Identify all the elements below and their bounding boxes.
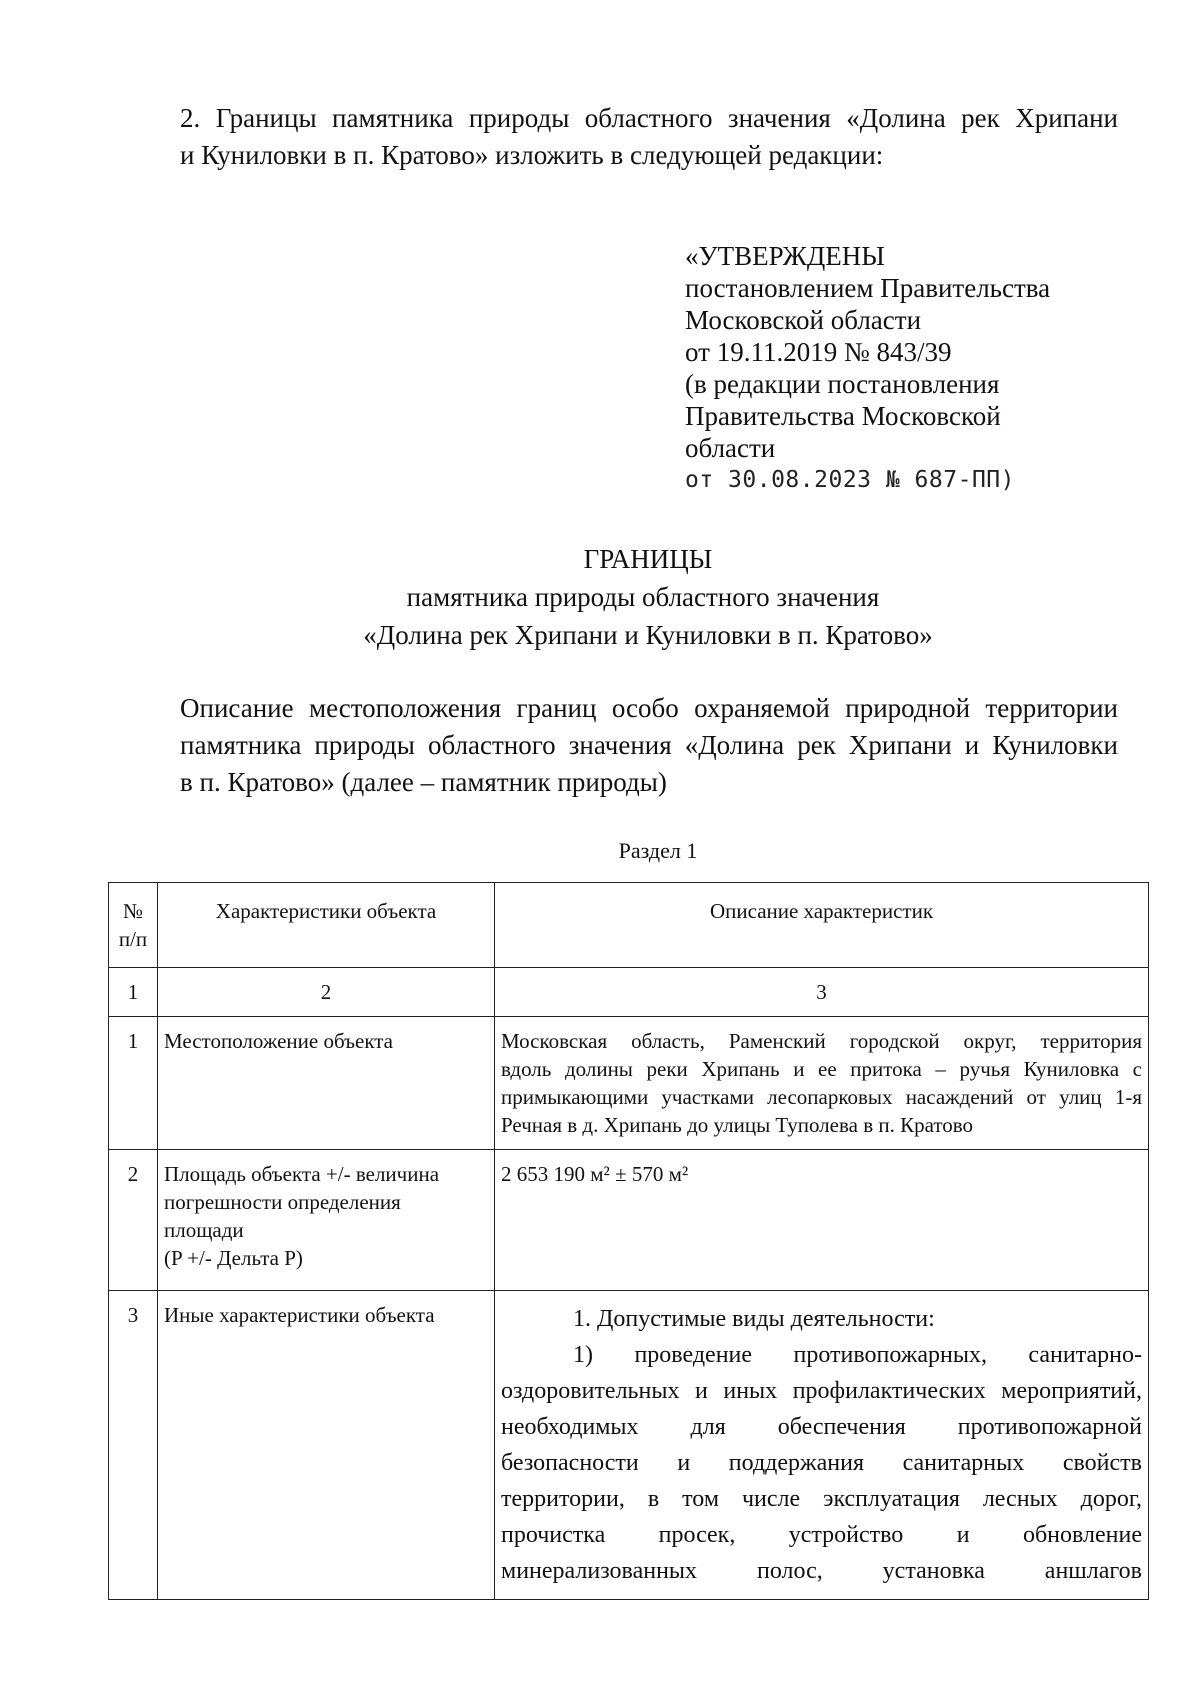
intro-paragraph xyxy=(108,100,1118,174)
row-characteristic: Местоположение объекта xyxy=(158,1017,495,1150)
description-text-line: примыкающими участками лесопарковых насаждений от улиц 1-я xyxy=(501,1085,1142,1109)
row-description xyxy=(495,1017,1149,1150)
approval-line: Правительства Московской xyxy=(685,401,1001,431)
header-description: Описание характеристик xyxy=(495,883,1149,968)
description-line-3: в п. Кратово» (далее – памятник природы) xyxy=(180,767,667,797)
row-number: 1 xyxy=(109,1017,158,1150)
description-heading: 1. Допустимые виды деятельности: xyxy=(573,1306,935,1332)
approval-line: Московской области xyxy=(685,305,922,335)
description-text-line: Московская область, Раменский городской округ, территория xyxy=(501,1029,1142,1053)
approval-block xyxy=(685,240,1125,496)
row-area-value: 2 653 190 м² ± 570 м² xyxy=(495,1150,1149,1291)
index-cell: 1 xyxy=(109,968,158,1017)
row-number: 3 xyxy=(109,1291,158,1600)
table-index-row xyxy=(109,968,1149,1017)
table-row xyxy=(109,1150,1149,1291)
approval-stamp-line: от 30.08.2023 № 687-ПП) xyxy=(685,467,1015,493)
description-line-1: Описание местоположения границ особо охраняемой природной территории xyxy=(180,693,1118,723)
intro-line-1: 2. Границы памятника природы областного значения «Долина рек Хрипани xyxy=(180,103,1118,133)
approval-line: (в редакции постановления xyxy=(685,369,1000,399)
characteristic-line: Площадь объекта +/- величина xyxy=(164,1162,440,1186)
approval-line: «УТВЕРЖДЕНЫ xyxy=(685,241,885,271)
row-characteristic xyxy=(158,1150,495,1291)
description-text-line: минерализованных полос, установка аншлагов xyxy=(501,1558,1142,1584)
approval-line: постановлением Правительства xyxy=(685,273,1051,303)
row-characteristic: Иные характеристики объекта xyxy=(158,1291,495,1600)
description-text-line: оздоровительных и иных профилактических мероприятий, xyxy=(501,1378,1142,1404)
header-characteristic: Характеристики объекта xyxy=(158,883,495,968)
row-description xyxy=(495,1291,1149,1600)
description-text-line: вдоль долины реки Хрипань и ее притока – ручья Куниловка с xyxy=(501,1057,1142,1081)
characteristic-line: (P +/- Дельта P) xyxy=(164,1246,303,1270)
table-header-row xyxy=(109,883,1149,968)
header-num: № п/п xyxy=(109,883,158,968)
characteristic-line: погрешности определения xyxy=(164,1190,401,1214)
intro-line-2: и Куниловки в п. Кратово» изложить в следующей редакции: xyxy=(180,140,884,170)
title-line-3: «Долина рек Хрипани и Куниловки в п. Кратово» xyxy=(363,620,933,650)
table-row xyxy=(109,1291,1149,1600)
approval-line: от 19.11.2019 № 843/39 xyxy=(685,337,952,367)
table-row xyxy=(109,1017,1149,1150)
title-heading: ГРАНИЦЫ xyxy=(583,544,713,574)
title-line-2: памятника природы областного значения xyxy=(406,582,880,612)
row-number: 2 xyxy=(109,1150,158,1291)
characteristics-table xyxy=(108,882,1149,1600)
description-text-line: 1) проведение противопожарных, санитарно- xyxy=(573,1342,1142,1368)
description-text-line: Речная в д. Хрипань до улицы Туполева в п. Кратово xyxy=(501,1113,974,1137)
characteristic-line: площади xyxy=(164,1218,244,1242)
index-cell: 3 xyxy=(495,968,1149,1017)
index-cell: 2 xyxy=(158,968,495,1017)
description-text-line: безопасности и поддержания санитарных свойств xyxy=(501,1450,1142,1476)
document-title xyxy=(108,540,1148,654)
description-text-line: прочистка просек, устройство и обновление xyxy=(501,1522,1142,1548)
approval-line: области xyxy=(685,433,776,463)
description-line-2: памятника природы областного значения «Долина рек Хрипани и Куниловки xyxy=(180,730,1118,760)
section-label: Раздел 1 xyxy=(618,838,698,863)
description-text-line: территории, в том числе эксплуатация лесных дорог, xyxy=(501,1486,1142,1512)
description-paragraph xyxy=(108,690,1118,801)
description-text-line: необходимых для обеспечения противопожарной xyxy=(501,1414,1142,1440)
